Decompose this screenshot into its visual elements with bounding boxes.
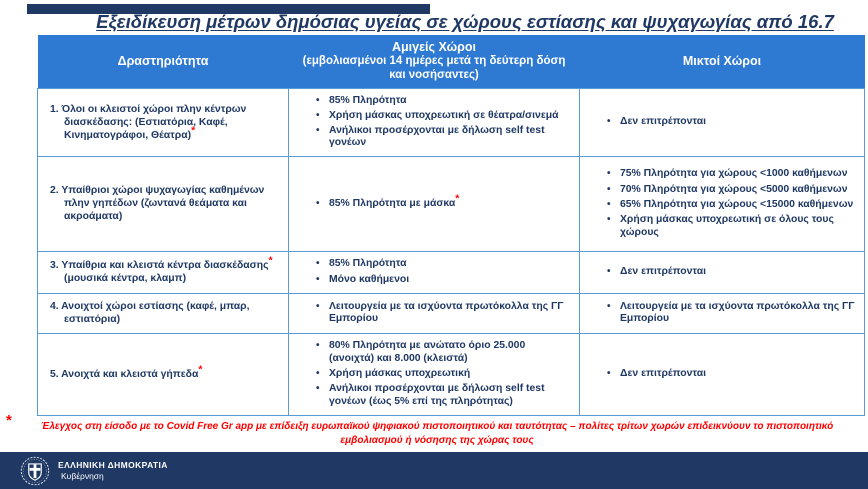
footnote [0,411,868,449]
content-area [0,35,868,449]
bullet-list [295,258,573,286]
pure-venues-cell [289,88,580,156]
column-header-mixed-venues [580,35,865,88]
bullet-item: • Δεν επιτρέπονται [620,266,856,278]
bullet-list [586,266,858,278]
activity-text: 5. Ανοιχτά και κλειστά γήπεδα* [50,363,203,380]
bullet-item: • Ανήλικοι προσέρχονται με δήλωση self test γονέων (έως 5% επί της πληρότητας) [329,383,571,408]
hellenic-republic-emblem-icon [20,456,50,486]
red-asterisk: * [191,124,196,137]
bullet-item: • 85% Πληρότητα [329,258,571,270]
activity-cell [38,156,289,251]
footer-org-name: ΕΛΛΗΝΙΚΗ ΔΗΜΟΚΡΑΤΙΑ [58,460,168,470]
header-sublabel: (εμβολιασμένοι 14 ημέρες μετά τη δεύτερη δόση και νοσήσαντες) [302,55,566,81]
header-label: Μικτοί Χώροι [682,54,762,69]
footer-sub-name: Κυβέρνηση [61,471,104,481]
table-body [38,88,865,415]
column-header-pure-venues [289,35,580,88]
header-row [38,35,865,88]
measures-table [37,35,865,416]
footer-text-block [58,460,168,481]
mixed-venues-cell [580,333,865,415]
pure-venues-cell [289,251,580,293]
bullet-list [586,116,858,128]
bullet-list [586,301,858,326]
table-row [38,88,865,156]
activity-text: 3. Υπαίθρια και κλειστά κέντρα διασκέδασης* (μουσικά κέντρα, κλαμπ) [50,254,273,285]
activity-cell [38,293,289,333]
bullet-list [586,368,858,380]
bullet-item: • Δεν επιτρέπονται [620,116,856,128]
table-row [38,251,865,293]
activity-text: 4. Ανοιχτοί χώροι εστίασης (καφέ, μπαρ, εστιατόρια) [50,301,250,326]
mixed-venues-cell [580,156,865,251]
bullet-list [295,192,573,210]
mixed-venues-cell [580,251,865,293]
red-asterisk: * [455,192,460,205]
bullet-list [586,168,858,238]
bullet-item: • Ανήλικοι προσέρχονται με δήλωση self test γονέων [329,125,571,150]
red-asterisk: * [198,363,203,376]
activity-text: 2. Υπαίθριοι χώροι ψυχαγωγίας καθημένων πλην γηπέδων (ζωντανά θεάματα και ακροάματα) [50,185,265,223]
bullet-list [295,301,573,326]
pure-venues-cell [289,293,580,333]
bullet-list [295,340,573,407]
footnote-text: Έλεγχος στη είσοδο με το Covid Free Gr app με επίδειξη ευρωπαϊκού ψηφιακού πιστοποιητικού και ταυτότητας – πολίτες τρίτων χωρών επιδεικνύουν το πιστοποιητικό εμβολιασμού ή νόσησης της χώρας τους [40,420,834,447]
activity-text: 1. Όλοι οι κλειστοί χώροι πλην κέντρων διασκέδασης: (Εστιατόρια, Καφέ, Κινηματογράφοι, Θέατρα)* [50,103,247,141]
bullet-item: • 70% Πληρότητα για χώρους <5000 καθήμενων [620,184,856,196]
pure-venues-cell [289,156,580,251]
table-row [38,156,865,251]
footer-bar [0,452,868,489]
activity-cell [38,333,289,415]
bullet-list [295,95,573,150]
column-header-activity [38,35,289,88]
mixed-venues-cell [580,88,865,156]
header-label: Αμιγείς Χώροι [391,40,477,55]
bullet-item: • 75% Πληρότητα για χώρους <1000 καθήμενων [620,168,856,180]
mixed-venues-cell [580,293,865,333]
table-header [38,35,865,88]
bullet-item: • 65% Πληρότητα για χώρους <15000 καθήμενων [620,199,856,211]
pure-venues-cell [289,333,580,415]
bullet-item: • 85% Πληρότητα [329,95,571,107]
bullet-item: • Δεν επιτρέπονται [620,368,856,380]
bullet-item: • Χρήση μάσκας υποχρεωτική σε όλους τους χώρους [620,214,856,239]
table-row [38,293,865,333]
activity-cell [38,88,289,156]
bullet-item: • Χρήση μάσκας υποχρεωτική [329,368,571,380]
slide-title: Εξειδίκευση μέτρων δημόσιας υγείας σε χώρους εστίασης και ψυχαγωγίας από 16.7 [96,11,834,32]
bullet-item: • Μόνο καθήμενοι [329,274,571,286]
footnote-asterisk: * [6,411,12,429]
bullet-item: • Λειτουργεία με τα ισχύοντα πρωτόκολλα της ΓΓ Εμπορίου [329,301,571,326]
bullet-item: • 85% Πληρότητα με μάσκα* [329,198,571,210]
bullet-item: • Λειτουργεία με τα ισχύοντα πρωτόκολλα της ΓΓ Εμπορίου [620,301,856,326]
activity-cell [38,251,289,293]
red-asterisk: * [268,254,273,267]
table-row [38,333,865,415]
bullet-item: • Χρήση μάσκας υποχρεωτική σε θέατρα/σινεμά [329,110,571,122]
bullet-item: • 80% Πληρότητα με ανώτατο όριο 25.000 (ανοιχτά) και 8.000 (κλειστά) [329,340,571,365]
header-label: Δραστηριότητα [117,54,209,69]
